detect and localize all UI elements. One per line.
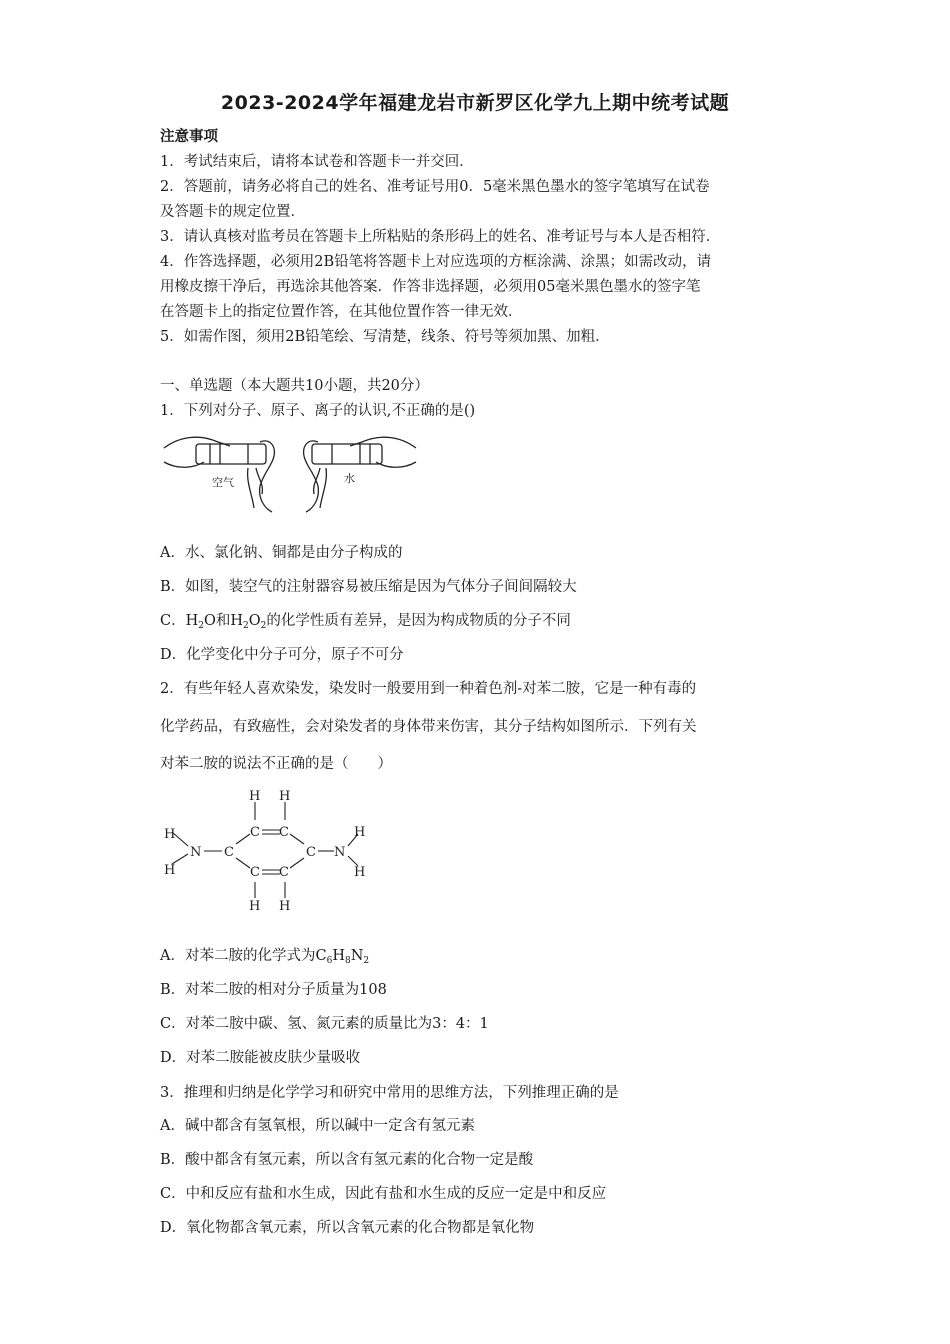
q2-option-d: D．对苯二胺能被皮肤少量吸收 <box>160 1050 361 1066</box>
q2-option-a: A．对苯二胺的化学式为$C_6H_8N_2$ <box>160 948 370 966</box>
q2-option-c: C．对苯二胺中碳、氢、氮元素的质量比为3：4：1 <box>160 1016 489 1032</box>
atom-c: C <box>306 845 316 860</box>
atom-c: C <box>250 825 260 840</box>
atom-h: H <box>249 899 261 912</box>
q1-stem: 1．下列对分子、原子、离子的认识,不正确的是() <box>160 403 476 419</box>
atom-c: C <box>279 865 289 880</box>
q3-option-c: C．中和反应有盐和水生成，因此有盐和水生成的反应一定是中和反应 <box>160 1186 607 1202</box>
atom-h: H <box>279 899 291 912</box>
section-heading: 一、单选题（本大题共10小题，共20分） <box>160 378 429 394</box>
q1-option-d: D．化学变化中分子可分，原子不可分 <box>160 647 404 663</box>
notice-line-6: 用橡皮擦干净后，再选涂其他答案．作答非选择题，必须用05毫米黑色墨水的签字笔 <box>160 279 701 295</box>
syringe-figure <box>160 428 420 516</box>
q1-option-a: A．水、氯化钠、铜都是由分子构成的 <box>160 545 403 561</box>
q2-stem-line-2: 化学药品，有致癌性，会对染发者的身体带来伤害，其分子结构如图所示．下列有关 <box>160 719 697 735</box>
q2-option-b: B．对苯二胺的相对分子质量为108 <box>160 982 387 998</box>
q1-option-b: B．如图，装空气的注射器容易被压缩是因为气体分子间间隔较大 <box>160 579 577 595</box>
syringe-label-water: 水 <box>344 472 355 485</box>
syringe-label-air: 空气 <box>212 476 234 489</box>
atom-h: H <box>354 865 366 880</box>
page-title: 2023-2024学年福建龙岩市新罗区化学九上期中统考试题 <box>220 92 730 114</box>
notice-line-8: 5．如需作图，须用2B铅笔绘、写清楚，线条、符号等须加黑、加粗． <box>160 329 610 345</box>
q3-option-a: A．碱中都含有氢氧根，所以碱中一定含有氢元素 <box>160 1118 475 1134</box>
p-phenylenediamine-structure <box>158 788 378 912</box>
right-hand-left <box>304 441 319 512</box>
left-hand-right <box>260 441 275 512</box>
notice-line-1: 1．考试结束后，请将本试卷和答题卡一并交回． <box>160 154 474 170</box>
q1-option-c: C．$H_2O$和$H_2O_2$的化学性质有差异，是因为构成物质的分子不同 <box>160 613 571 631</box>
notice-line-3: 及答题卡的规定位置． <box>160 204 305 220</box>
atom-h: H <box>354 825 366 840</box>
atom-c: C <box>250 865 260 880</box>
atom-c: C <box>224 845 234 860</box>
q2-stem-line-3: 对苯二胺的说法不正确的是（ ） <box>160 756 392 772</box>
q3-option-d: D．氧化物都含氧元素，所以含氧元素的化合物都是氧化物 <box>160 1220 535 1236</box>
notice-heading: 注意事项 <box>160 128 218 145</box>
atom-h: H <box>164 827 176 842</box>
left-syringe-barrel <box>196 444 266 464</box>
atom-n: N <box>190 845 202 860</box>
atom-h: H <box>249 789 261 804</box>
right-syringe-barrel <box>312 444 382 464</box>
atom-c: C <box>279 825 289 840</box>
atom-h: H <box>279 789 291 804</box>
notice-line-2: 2．答题前，请务必将自己的姓名、准考证号用0．5毫米黑色墨水的签字笔填写在试卷 <box>160 179 710 195</box>
notice-line-4: 3．请认真核对监考员在答题卡上所粘贴的条形码上的姓名、准考证号与本人是否相符． <box>160 229 721 245</box>
q2-stem-line-1: 2．有些年轻人喜欢染发，染发时一般要用到一种着色剂-对苯二胺，它是一种有毒的 <box>160 681 697 697</box>
atom-h: H <box>164 863 176 878</box>
notice-line-5: 4．作答选择题，必须用2B铅笔将答题卡上对应选项的方框涂满、涂黑；如需改动，请 <box>160 254 712 270</box>
q3-option-b: B．酸中都含有氢元素，所以含有氢元素的化合物一定是酸 <box>160 1152 534 1168</box>
notice-line-7: 在答题卡上的指定位置作答，在其他位置作答一律无效． <box>160 304 523 320</box>
atom-n: N <box>334 845 346 860</box>
q3-stem: 3．推理和归纳是化学学习和研究中常用的思维方法，下列推理正确的是 <box>160 1085 619 1101</box>
